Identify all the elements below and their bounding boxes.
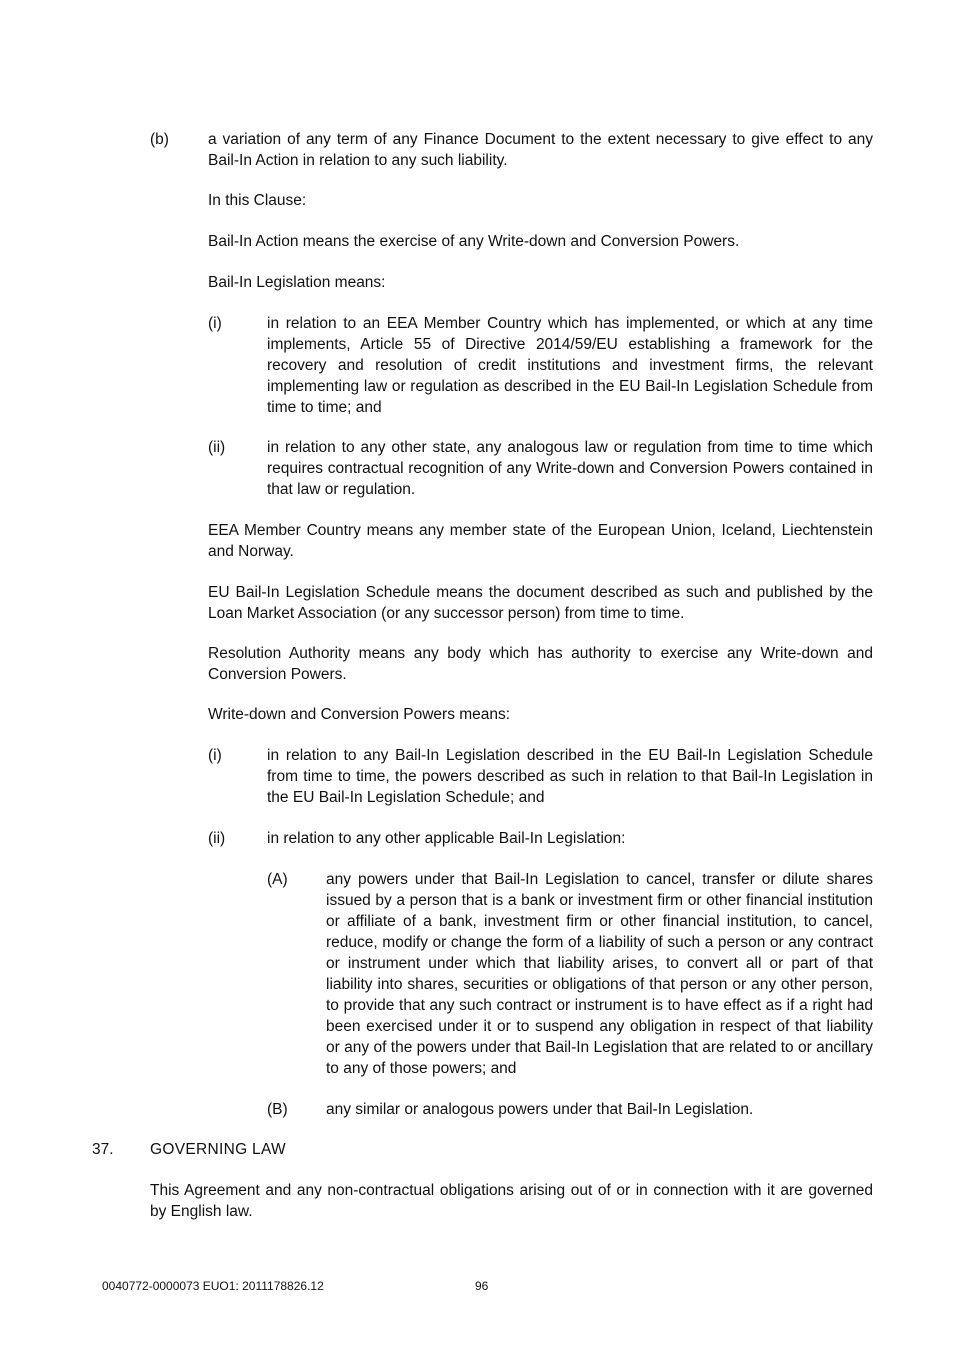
write-down-subitem-label: (B) <box>267 1101 288 1118</box>
bail-in-legislation-item-label: (i) <box>208 315 222 332</box>
write-down-item-text: in relation to any other applicable Bail-In Legislation: <box>267 830 626 847</box>
definition-bail-in-legislation: Bail-In Legislation means: <box>208 274 386 291</box>
write-down-item-label: (ii) <box>208 830 226 847</box>
section-37-text: This Agreement and any non-contractual obligations arising out of or in connection with it are governed by English law. <box>150 1182 873 1220</box>
definition-bail-in-action: Bail-In Action means the exercise of any Write-down and Conversion Powers. <box>208 233 740 250</box>
bail-in-legislation-item-text: in relation to any other state, any analogous law or regulation from time to time which requires contractual recognition of any Write-down and Conversion Powers contained in that law or regulation. <box>267 439 873 498</box>
definition-eea-member-country: EEA Member Country means any member state of the European Union, Iceland, Liechtenstein and Norway. <box>208 522 873 560</box>
clause-b-text: a variation of any term of any Finance Document to the extent necessary to give effect to any Bail-In Action in relation to any such liability. <box>208 131 873 169</box>
bail-in-legislation-item-label: (ii) <box>208 439 226 456</box>
definition-eu-bail-in-legislation-schedule: EU Bail-In Legislation Schedule means the document described as such and published by the Loan Market Association (or any successor person) from time to time. <box>208 584 873 622</box>
write-down-subitem-text: any powers under that Bail-In Legislation to cancel, transfer or dilute shares issued by a person that is a bank or investment firm or other financial institution or affiliate of a bank, investment firm or other financial institution, to cancel, reduce, modify or change the form of a liability of such a person or any contract or instrument under which that liability arises, to convert all or part of that liability into shares, securities or obligations of that person or any other person, to provide that any such contract or instrument is to have effect as if a right had been exercised under it or to suspend any obligation in respect of that liability or any of the powers under that Bail-In Legislation that are related to or ancillary to any of those powers; and <box>326 871 873 1077</box>
write-down-item-text: in relation to any Bail-In Legislation described in the EU Bail-In Legislation Schedule from time to time, the powers described as such in relation to that Bail-In Legislation in the EU Bail-In Legislation Schedule; and <box>267 747 873 806</box>
clause-b-label: (b) <box>150 131 169 148</box>
section-number: 37. <box>92 1141 114 1158</box>
write-down-item-label: (i) <box>208 747 222 764</box>
definition-resolution-authority: Resolution Authority means any body which has authority to exercise any Write-down and Conversion Powers. <box>208 645 873 683</box>
definition-write-down-conversion-powers: Write-down and Conversion Powers means: <box>208 706 511 723</box>
page-number: 96 <box>475 1279 489 1293</box>
footer-document-reference: 0040772-0000073 EUO1: 2011178826.12 <box>102 1279 324 1293</box>
write-down-subitem-text: any similar or analogous powers under that Bail-In Legislation. <box>326 1101 754 1118</box>
bail-in-legislation-item-text: in relation to an EEA Member Country which has implemented, or which at any time implements, Article 55 of Directive 2014/59/EU establishing a framework for the recovery and resolution of credit institutions and investment firms, the relevant implementing law or regulation as described in the EU Bail-In Legislation Schedule from time to time; and <box>267 315 873 416</box>
section-heading: GOVERNING LAW <box>150 1141 286 1158</box>
in-this-clause: In this Clause: <box>208 192 307 209</box>
write-down-subitem-label: (A) <box>267 871 288 888</box>
